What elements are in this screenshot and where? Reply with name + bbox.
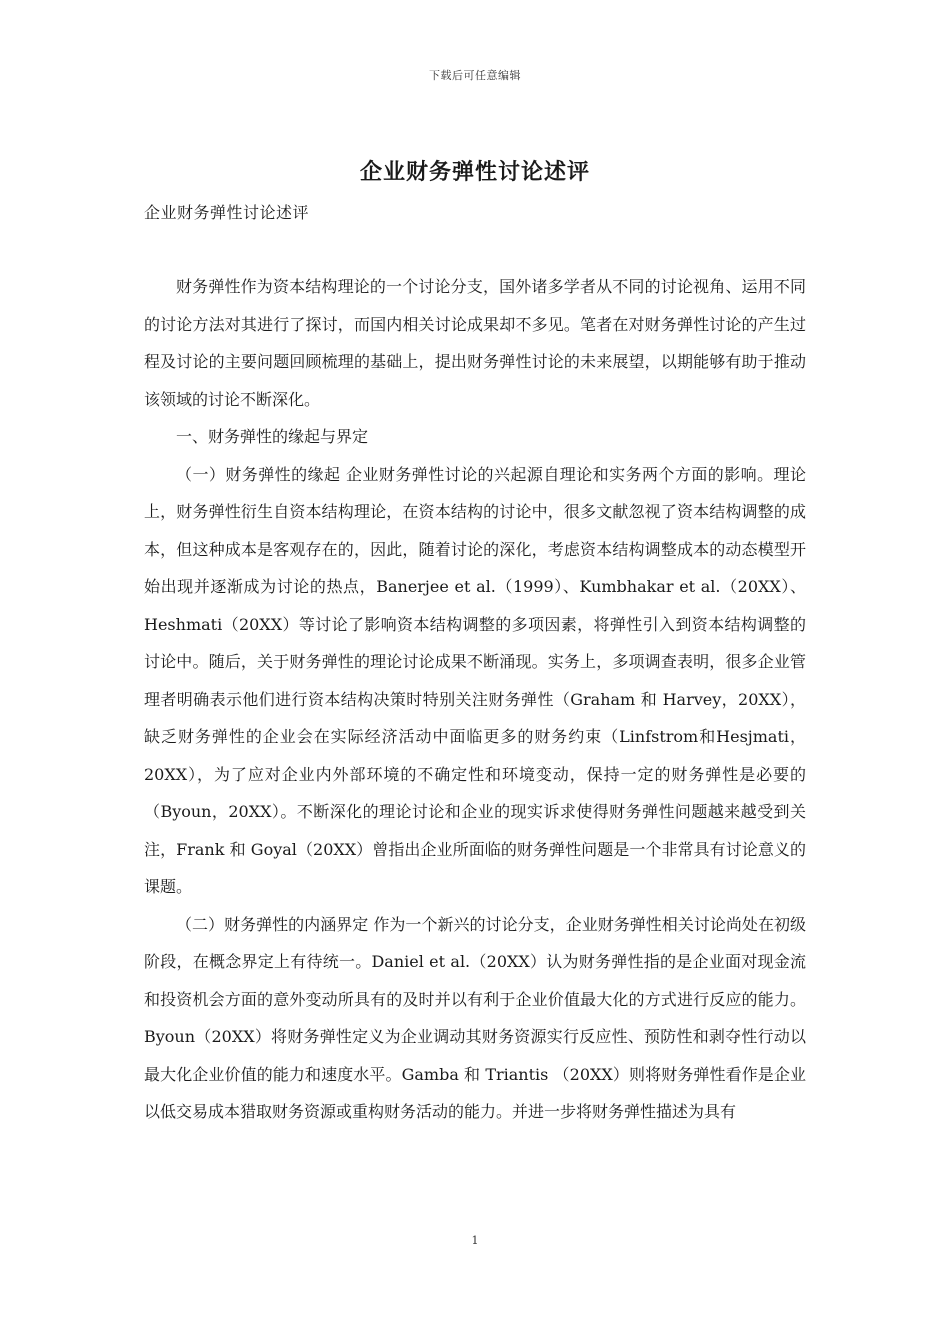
page-number: 1 <box>471 1234 479 1247</box>
document-title: 企业财务弹性讨论述评 <box>359 159 590 185</box>
section-heading-1: 一、财务弹性的缘起与界定 <box>176 427 369 446</box>
paragraph-intro: 财务弹性作为资本结构理论的一个讨论分支，国外诸多学者从不同的讨论视角、运用不同的讨论方法对其进行了探讨，而国内相关讨论成果却不多见。笔者在对财务弹性讨论的产生过程及讨论的主要问题回顾梳理的基础上，提出财务弹性讨论的未来展望，以期能够有助于推动该领域的讨论不断深化。 <box>144 277 806 409</box>
paragraph-definition: （二）财务弹性的内涵界定 作为一个新兴的讨论分支，企业财务弹性相关讨论尚处在初级阶段，在概念界定上有待统一。Daniel et al.（20XX）认为财务弹性指的是企业面对现金流和投资机会方面的意外变动所具有的及时并以有利于企业价值最大化的方式进行反应的能力。Byoun（20XX）将财务弹性定义为企业调动其财务资源实行反应性、预防性和剥夺性行动以最大化企业价值的能力和速度水平。Gamba 和 Triantis （20XX）则将财务弹性看作是企业以低交易成本猎取财务资源或重构财务活动的能力。并进一步将财务弹性描述为具有 <box>144 914 806 1121</box>
document-subtitle: 企业财务弹性讨论述评 <box>144 203 310 222</box>
document-body <box>144 268 806 1131</box>
paragraph-origin: （一）财务弹性的缘起 企业财务弹性讨论的兴起源自理论和实务两个方面的影响。理论上，财务弹性衍生自资本结构理论，在资本结构的讨论中，很多文献忽视了资本结构调整的成本，但这种成本是客观存在的，因此，随着讨论的深化，考虑资本结构调整成本的动态模型开始出现并逐渐成为讨论的热点，Banerjee et al.（1999）、Kumbhakar et al.（20XX）、Heshmati（20XX）等讨论了影响资本结构调整的多项因素，将弹性引入到资本结构调整的讨论中。随后，关于财务弹性的理论讨论成果不断涌现。实务上，多项调查表明，很多企业管理者明确表示他们进行资本结构决策时特别关注财务弹性（Graham 和 Harvey，20XX），缺乏财务弹性的企业会在实际经济活动中面临更多的财务约束（Linfstrom和Hesjmati，20XX），为了应对企业内外部环境的不确定性和环境变动，保持一定的财务弹性是必要的（Byoun，20XX）。不断深化的理论讨论和企业的现实诉求使得财务弹性问题越来越受到关注，Frank 和 Goyal（20XX）曾指出企业所面临的财务弹性问题是一个非常具有讨论意义的课题。 <box>144 464 806 896</box>
page-header: 下载后可任意编辑 <box>429 69 521 82</box>
